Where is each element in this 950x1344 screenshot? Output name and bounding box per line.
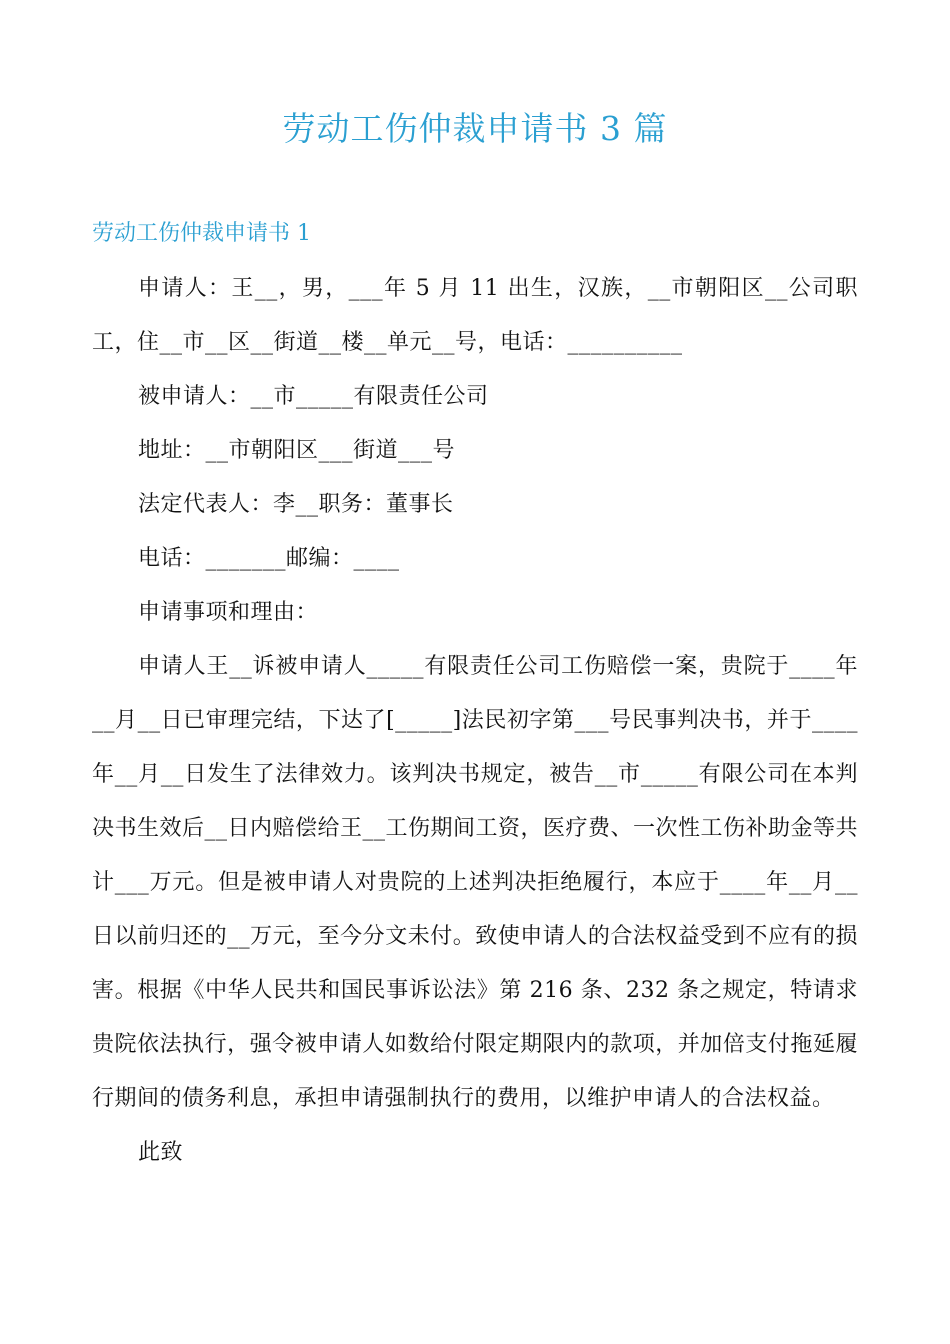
paragraph-phone-postcode: 电话：_______邮编：____ (138, 546, 400, 571)
paragraph-respondent: 被申请人：__市_____有限责任公司 (138, 384, 489, 409)
document-body (92, 262, 858, 1180)
paragraph-address: 地址：__市朝阳区___街道___号 (138, 438, 456, 463)
paragraph-applicant: 申请人：王__，男，___年 5 月 11 出生，汉族，__市朝阳区__公司职工，住__市__区__街道__楼__单元__号，电话：__________ (92, 276, 858, 355)
section-heading: 劳动工伤仲裁申请书 1 (92, 221, 311, 246)
paragraph-claims-body: 申请人王__诉被申请人_____有限责任公司工伤赔偿一案，贵院于____年__月__日已审理完结，下达了[_____]法民初字第___号民事判决书，并于____年__月__日发生了法律效力。该判决书规定，被告__市_____有限公司在本判决书生效后__日内赔偿给王__工伤期间工资，医疗费、一次性工伤补助金等共计___万元。但是被申请人对贵院的上述判决拒绝履行，本应于____年__月__日以前归还的__万元，至今分文未付。致使申请人的合法权益受到不应有的损害。根据《中华人民共和国民事诉讼法》第 216 条、232 条之规定，特请求贵院依法执行，强令被申请人如数给付限定期限内的款项，并加倍支付拖延履行期间的债务利息，承担申请强制执行的费用，以维护申请人的合法权益。 (92, 654, 859, 1111)
document-title: 劳动工伤仲裁申请书 3 篇 (282, 109, 668, 148)
paragraph-legal-representative: 法定代表人：李__职务：董事长 (138, 492, 454, 517)
paragraph-claims-heading: 申请事项和理由： (138, 600, 319, 625)
paragraph-closing: 此致 (138, 1140, 184, 1165)
